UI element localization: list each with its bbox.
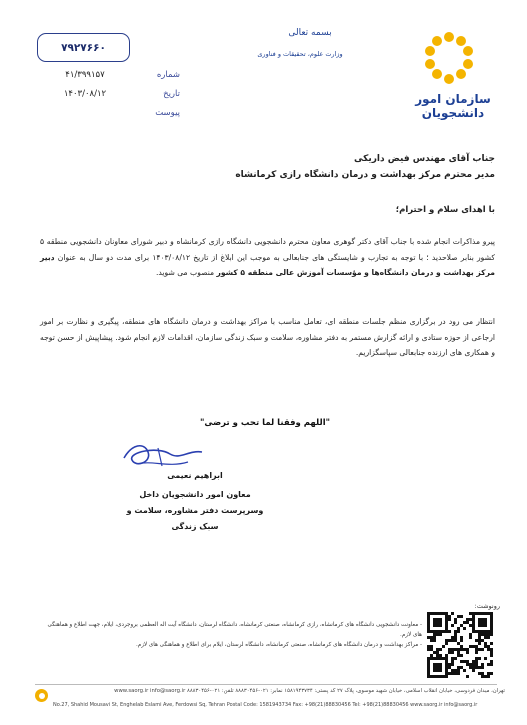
- signatory-role-2: وسرپرست دفتر مشاوره، سلامت و سبک زندگی: [126, 506, 264, 531]
- cc-label: رونوشت:: [474, 602, 500, 610]
- logo-name-line2: دانشجویان: [421, 106, 485, 120]
- paragraph-1-end: منصوب می شوید.: [156, 268, 217, 277]
- footer-address-fa: تهران، میدان فردوسی، خیابان انقلاب اسلامی، خیابان شهید موسوی، پلاک ۲۷ کد پستی: ۱۵۸۱۹۴۳۷۳۴ نمابر: ۰۲۱-۸۸۸۳۰۴۵۶ تلفن: ۰۲۱-۸۸۸۳۰۴۵۶ www.saorg.ir info@saorg.ir: [114, 688, 505, 694]
- signatory-block: [120, 465, 270, 535]
- paragraph-2: انتظار می رود در برگزاری منظم جلسات منطقه ای، تعامل مناسب با مراکز بهداشت و درمان دانشگاه های منطقه، پیگیری و نظارت بر امور ارجاعی از حوزه ستادی و ارائه گزارش مستمر به دفتر مشاوره، سلامت و سبک زندگی سازمان، اقدامات لازم انجام شود. پیشاپیش از حسن توجه و همکاری های ارزنده جنابعالی سپاسگزاریم.: [40, 317, 495, 357]
- stamp-number: ۷۹۲۷۶۶۰: [61, 41, 106, 54]
- meta-value: ۱۴۰۳/۰۸/۱۲: [63, 89, 107, 99]
- meta-number: [40, 70, 180, 84]
- paragraph-1-text: پیرو مذاکرات انجام شده با جناب آقای دکتر گوهری معاون محترم دانشجویی دانشگاه رازی کرمانشاه و دبیر شورای معاونان دانشجویی منطقه ۵ کشور بنابر صلاحدید ؛ با توجه به تجارب و شایستگی های جنابعالی به موجب این ابلاغ از تاریخ ۱۴۰۳/۰۸/۱۲ برای مدت دو سال به عنوان: [40, 237, 495, 262]
- cc-line: - معاونت دانشجویی دانشگاه های کرمانشاه، رازی کرمانشاه، صنعتی کرمانشاه، دانشگاه لرستان، دانشگاه آیت اله العظمی بروجردی، ایلام، جهت اطلاع و هماهنگی های لازم.: [47, 622, 422, 638]
- cc-line: - مراکز بهداشت و درمان دانشگاه های کرمانشاه، صنعتی کرمانشاه، دانشگاه لرستان، ایلام برای اطلاع و هماهنگی های لازم.: [135, 642, 422, 648]
- letter-meta: [40, 70, 180, 130]
- logo-wordmark: [413, 92, 493, 120]
- bismillah: بسمه تعالی: [288, 28, 332, 38]
- paragraph-1: [40, 234, 495, 281]
- cc-list: [40, 620, 422, 650]
- meta-label: شماره: [156, 70, 180, 80]
- closing-prayer: "اللهم وفقنا لما تحب و ترضی": [199, 418, 331, 428]
- logo-name-line1: سازمان امور: [415, 92, 491, 106]
- recipient-title: مدیر محترم مرکز بهداشت و درمان دانشگاه رازی کرمانشاه: [235, 170, 495, 180]
- qr-code-icon: [427, 612, 493, 678]
- meta-label: تاریخ: [163, 89, 180, 99]
- signatory-name: ابراهیم نعیمی: [167, 471, 223, 480]
- meta-attachment: [40, 108, 180, 122]
- recipient-name: جناب آقای مهندس فیض داریکی: [354, 154, 495, 164]
- meta-value: ۴۱/۳۹۹۱۵۷: [65, 70, 105, 80]
- organization-logo: [413, 30, 493, 125]
- paragraph-1-bold: دبیر مرکز بهداشت و درمان دانشگاه‌ها و مؤسسات آموزش عالی منطقه ۵ کشور: [40, 252, 495, 277]
- meta-date: [40, 89, 180, 103]
- footer-address-en: No.27, Shahid Mousavi St, Enghelab Eslami Ave, Ferdowsi Sq, Tehran Postal Code: 1581943734 Fax: +98(21)88830456 Tel: +98(21)88830456 www.saorg.ir info@saorg.ir: [53, 702, 478, 708]
- signatory-role-1: معاون امور دانشجویان داخل: [139, 490, 251, 499]
- greeting: با اهدای سلام و احترام؛: [395, 205, 495, 215]
- sun-logo-icon: [421, 30, 477, 86]
- footer-divider: [35, 684, 497, 685]
- registration-stamp: [37, 33, 130, 62]
- meta-label: پیوست: [155, 108, 180, 118]
- ministry-name: وزارت علوم، تحقیقات و فناوری: [257, 50, 343, 58]
